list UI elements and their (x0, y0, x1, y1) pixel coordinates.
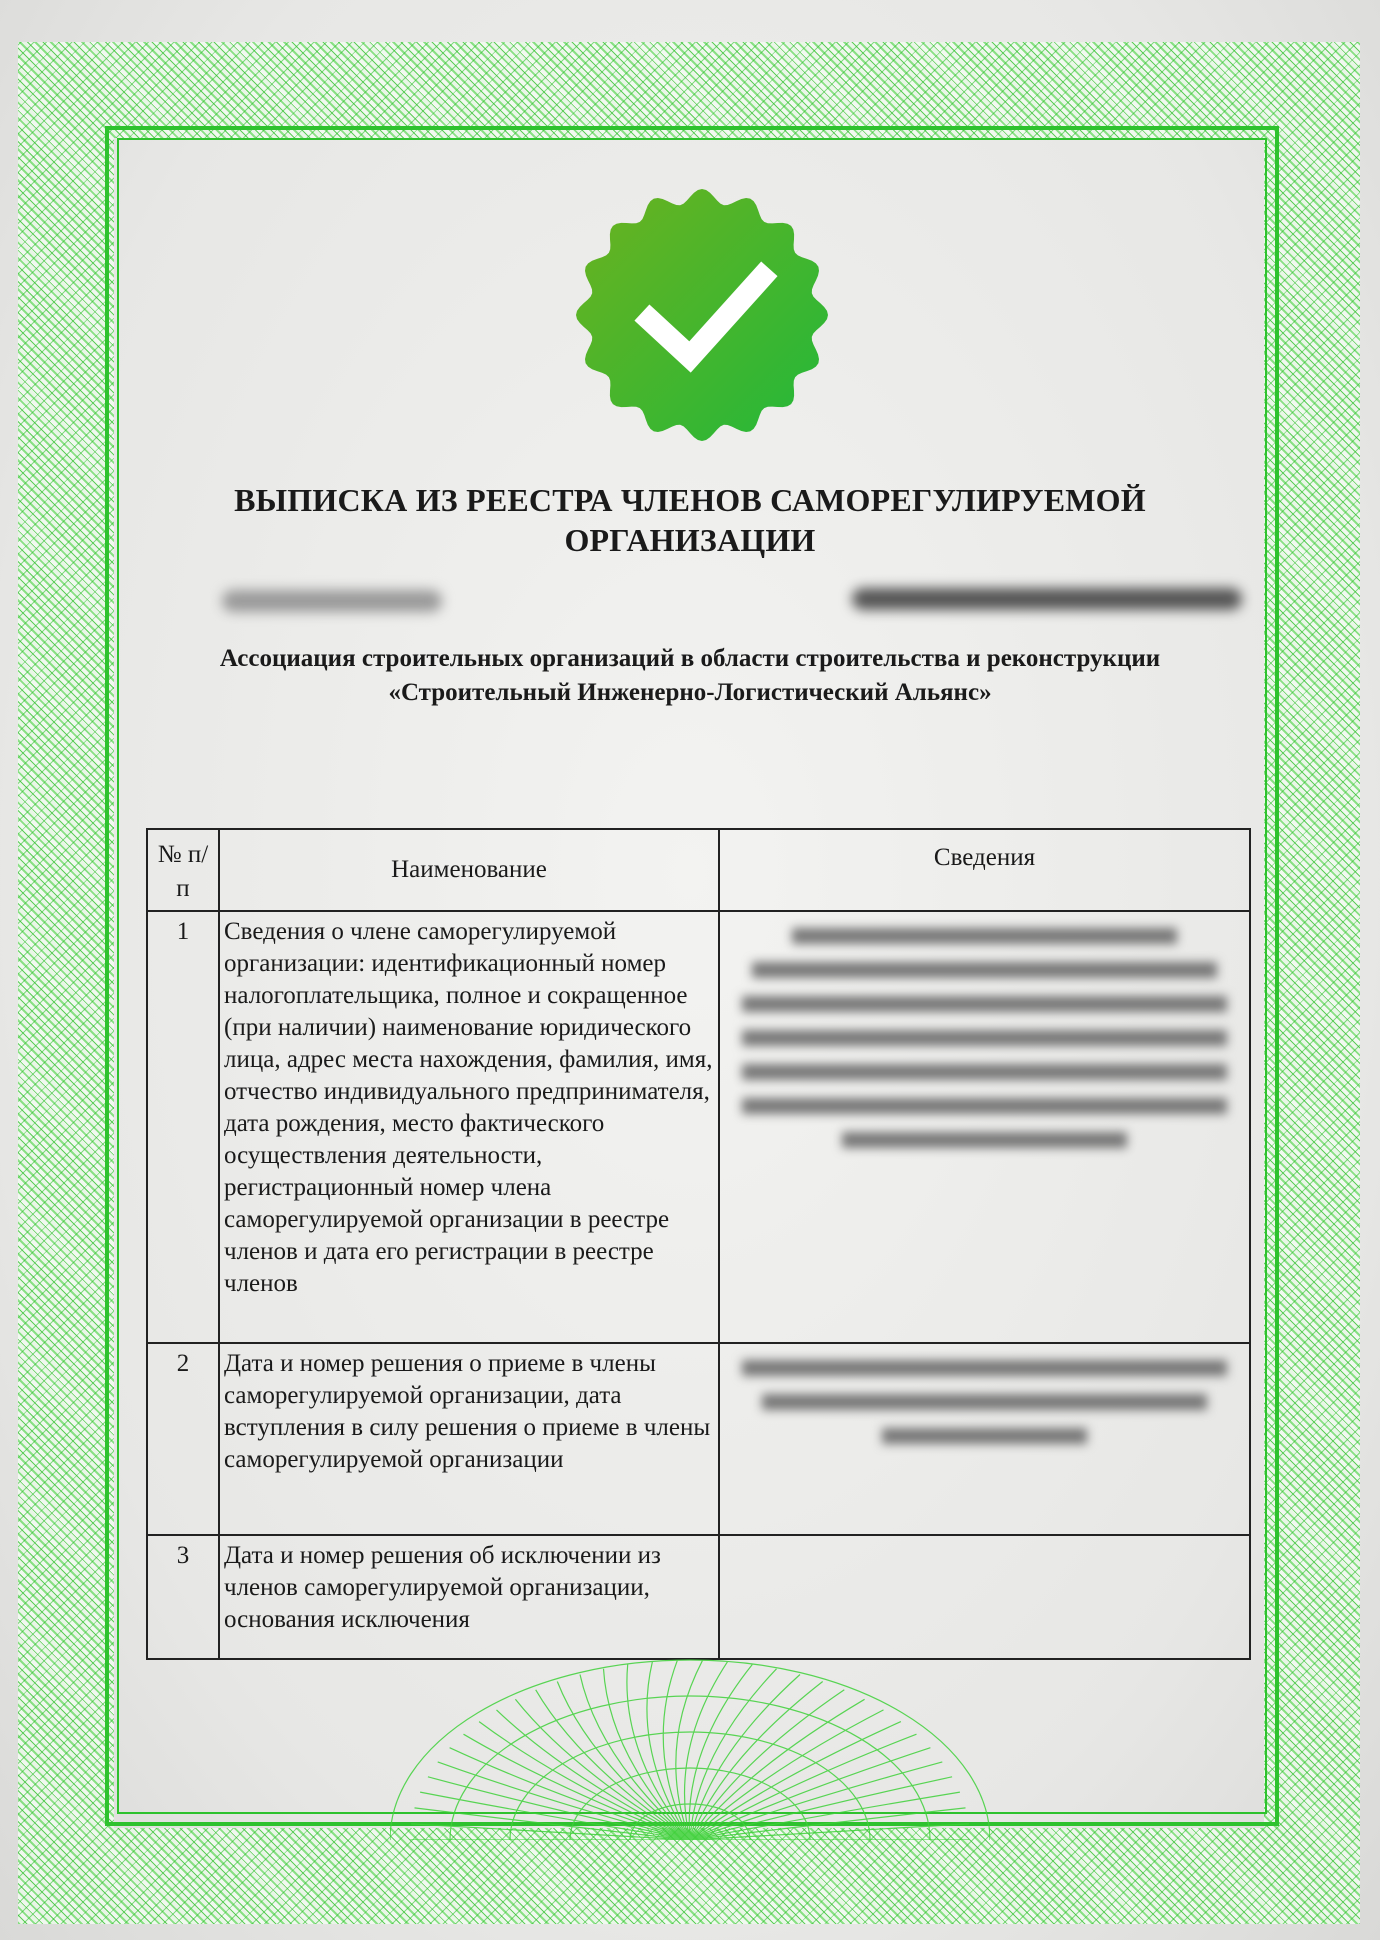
header-info: Сведения (719, 829, 1250, 911)
header-name: Наименование (219, 829, 719, 911)
row-name: Дата и номер решения об исключении из членов саморегулируемой организации, основания исключения (219, 1535, 719, 1659)
redacted-date (222, 590, 442, 612)
row-name: Дата и номер решения о приеме в члены саморегулируемой организации, дата вступления в силу решения о приеме в члены саморегулируемой организации (219, 1343, 719, 1535)
title-line-1: ВЫПИСКА ИЗ РЕЕСТРА ЧЛЕНОВ САМОРЕГУЛИРУЕМОЙ (234, 482, 1146, 518)
row-name: Сведения о члене саморегулируемой организации: идентификационный номер налогоплательщика, полное и сокращенное (при наличии) наименование юридического лица, адрес места нахождения, фамилия, имя, отчество индивидуального предпринимателя, дата рождения, место фактического осуществления деятельности, регистрационный номер члена саморегулируемой организации в реестре членов и дата его регистрации в реестре членов (219, 911, 719, 1343)
redacted-block (724, 928, 1245, 1148)
row-info-redacted (719, 911, 1250, 1343)
table-row (147, 1343, 1250, 1535)
row-num: 3 (147, 1535, 219, 1659)
org-line-2: «Строительный Инженерно-Логистический Альянс» (388, 679, 992, 706)
title-line-2: ОРГАНИЗАЦИИ (564, 522, 816, 558)
guilloche-rosette (390, 1640, 990, 1840)
row-info-redacted (719, 1343, 1250, 1535)
redacted-block (724, 1360, 1245, 1444)
row-num: 1 (147, 911, 219, 1343)
registry-table (146, 828, 1251, 1660)
check-badge-icon (572, 185, 832, 445)
table-row (147, 911, 1250, 1343)
document-title (160, 480, 1220, 560)
header-num: № п/п (147, 829, 219, 911)
organization-name (130, 642, 1250, 710)
redacted-number (852, 588, 1242, 610)
table-header-row (147, 829, 1250, 911)
row-num: 2 (147, 1343, 219, 1535)
org-line-1: Ассоциация строительных организаций в области строительства и реконструкции (219, 645, 1161, 672)
